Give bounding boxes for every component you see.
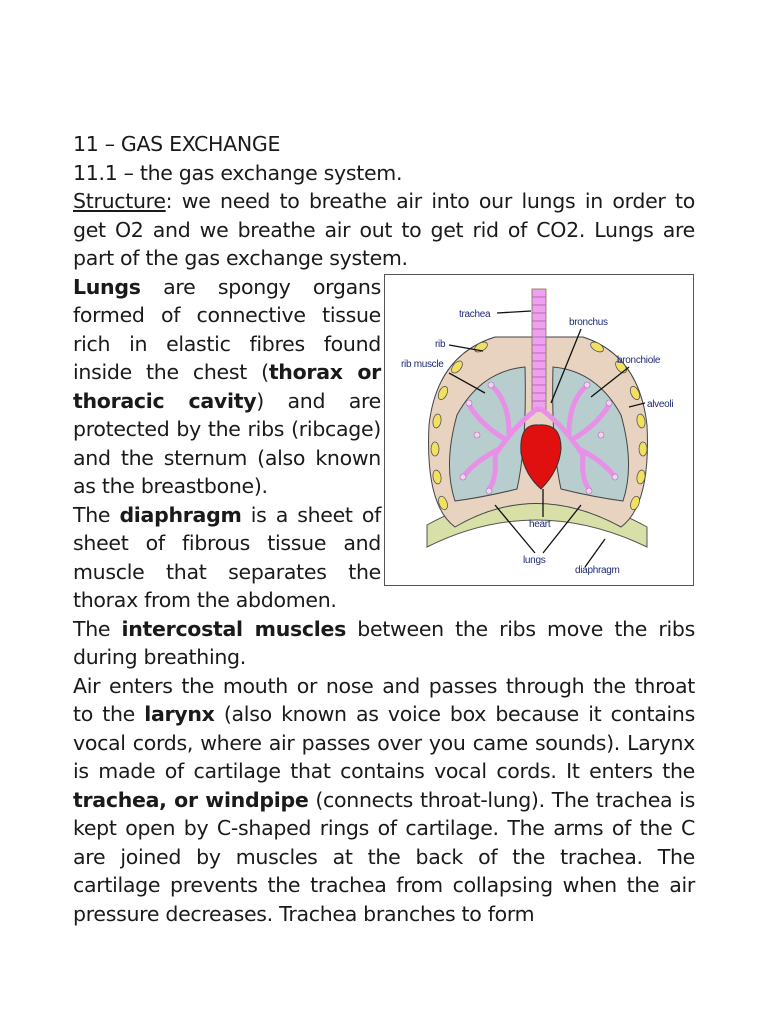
structure-label: Structure: [73, 189, 166, 213]
lungs-diagram: [384, 274, 694, 586]
term-diaphragm: diaphragm: [119, 502, 242, 527]
label-lungs: lungs: [523, 554, 546, 566]
intercostal-text-2: between the ribs move the ribs during breathing.: [73, 616, 695, 669]
diaphragm-text-2: is a sheet of sheet of fibrous tissue and muscle that separates the thorax from the abdomen.: [73, 502, 381, 612]
diaphragm-paragraph: [73, 501, 381, 615]
label-bronchiole: bronchiole: [617, 354, 661, 366]
lungs-section: [73, 273, 695, 615]
lungs-paragraph: [73, 273, 381, 501]
label-rib-muscle: rib muscle: [401, 358, 444, 370]
subsection-heading: 11.1 – the gas exchange system.: [73, 160, 403, 185]
term-trachea: trachea, or windpipe: [73, 787, 309, 812]
air-text-2: (also known as voice box because it contains vocal cords, where air passes over you came sounds). Larynx is made of cartilage that contains vocal cords. It enters the: [73, 702, 695, 783]
document-page: [73, 130, 695, 928]
label-diaphragm: diaphragm: [575, 564, 620, 576]
lungs-diagram-svg: [385, 275, 693, 585]
structure-paragraph: [73, 187, 695, 273]
label-heart: heart: [529, 518, 551, 530]
trachea: [532, 289, 546, 411]
section-heading: 11 – GAS EXCHANGE: [73, 132, 281, 156]
label-alveoli: alveoli: [647, 398, 674, 410]
term-lungs: Lungs: [73, 274, 141, 299]
term-larynx: larynx: [144, 702, 215, 726]
air-text-3: (connects throat-lung). The trachea is kept open by C-shaped rings of cartilage. The arms of the C are joined by muscles at the back of the trachea. The cartilage prevents the trachea from collapsing when the air pressure decreases. Trachea branches to form: [73, 787, 695, 926]
diaphragm-text-1: The: [73, 502, 120, 527]
air-paragraph: [73, 672, 695, 929]
term-thorax: thorax or thoracic cavity: [73, 360, 381, 413]
label-trachea: trachea: [459, 308, 491, 320]
air-text-1: Air enters the mouth or nose and passes through the throat to the: [73, 673, 695, 726]
lungs-text-1: are spongy organs formed of connective tissue rich in elastic fibres found inside the chest (: [73, 274, 381, 384]
intercostal-text-1: The: [73, 616, 122, 641]
term-intercostal: intercostal muscles: [121, 616, 346, 641]
structure-text: : we need to breathe air into our lungs in order to get O2 and we breathe air out to get rid of CO2. Lungs are part of the gas exchange system.: [73, 189, 695, 270]
intercostal-paragraph: [73, 615, 695, 672]
label-bronchus: bronchus: [569, 316, 608, 328]
lungs-text-2: ) and are protected by the ribs (ribcage) and the sternum (also known as the breastbone).: [73, 388, 381, 498]
label-rib: rib: [435, 338, 446, 350]
